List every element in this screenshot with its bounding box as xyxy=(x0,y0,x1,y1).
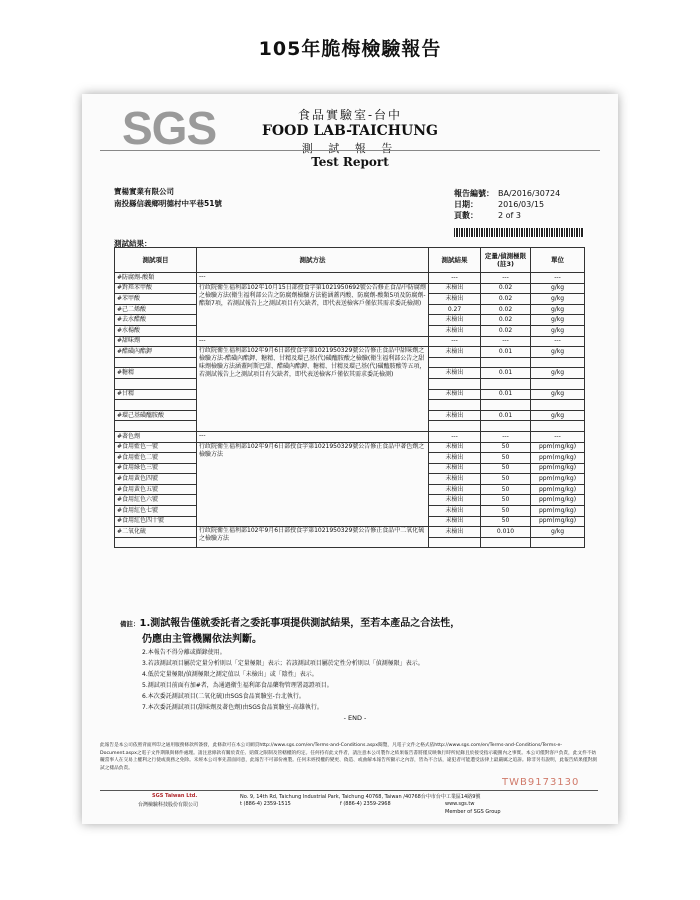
test-item xyxy=(115,421,197,432)
test-item: #水楊酸 xyxy=(115,325,197,336)
detection-limit: 50 xyxy=(481,516,531,527)
test-item: #食用藍色二號 xyxy=(115,453,197,464)
detection-limit xyxy=(481,378,531,389)
table-row xyxy=(115,431,585,442)
test-result: 未檢出 xyxy=(429,495,481,506)
note-3: 3.若該測試項目屬於定量分析則以「定量極限」表示；若該測試項目屬於定性分析則以「偵測極限」表示。 xyxy=(142,660,424,667)
test-result: 未檢出 xyxy=(429,315,481,326)
test-item: #己二烯酸 xyxy=(115,304,197,315)
unit xyxy=(531,378,585,389)
note-2: 2.本報告不得分離或擷錄使用。 xyxy=(142,649,226,656)
test-result: 未檢出 xyxy=(429,410,481,421)
detection-limit: 0.01 xyxy=(481,410,531,421)
test-result: --- xyxy=(429,273,481,284)
table-row xyxy=(115,336,585,347)
detection-limit: 50 xyxy=(481,453,531,464)
test-result: 未檢出 xyxy=(429,325,481,336)
col-header-unit: 單位 xyxy=(531,248,585,273)
notes xyxy=(120,616,590,724)
test-item: #二氧化硫 xyxy=(115,527,197,538)
unit xyxy=(531,357,585,368)
col-header-item: 測試項目 xyxy=(115,248,197,273)
unit: ppm(mg/kg) xyxy=(531,495,585,506)
detection-limit: 0.02 xyxy=(481,294,531,305)
test-item: #食用黃色五號 xyxy=(115,484,197,495)
results-label: 測試結果： xyxy=(114,239,152,248)
note-1: 備註：1.測試報告僅就委託者之委託事項提供測試結果，至若本產品之合法性， xyxy=(120,618,461,629)
report-number: 報告編號： BA/2016/30724 xyxy=(454,189,561,198)
test-item: #苯甲酸 xyxy=(115,294,197,305)
test-item: #食用紅色七號 xyxy=(115,506,197,517)
test-report-document xyxy=(82,94,618,824)
detection-limit: 50 xyxy=(481,484,531,495)
unit: g/kg xyxy=(531,325,585,336)
unit: g/kg xyxy=(531,410,585,421)
test-result: 未檢出 xyxy=(429,389,481,400)
client-address: 南投縣信義鄉明德村中平巷51號 xyxy=(114,199,222,208)
detection-limit: --- xyxy=(481,336,531,347)
test-result: 未檢出 xyxy=(429,516,481,527)
table-row xyxy=(115,347,585,358)
test-item xyxy=(115,357,197,368)
detection-limit: 0.01 xyxy=(481,347,531,358)
footer-fax: f (886-4) 2359-2968 xyxy=(340,801,391,807)
test-method: 行政院衛生福利部102年9月6日部授食字第1021950329號公告修正食品中二氧化硫之檢驗方法 xyxy=(197,527,429,548)
terms-fine-print: 此報告是本公司依照背面所印之通用服務條款所簽發，此條款可在本公司網頁http://www.sgs.com/en/Terms-and-Conditions.aspx閱覽，凡電子文件之格式依http://www.sgs.com/en/Terms-and-Conditions/Terms-e-Document.aspx之電子文件期限與條件處理。請注意條款有關於責任、賠償之限制及管轄權的約定。任何持有此文件者，請注意本公司製作之結果報告書將僅反映執行時所紀錄且於接受指示範圍內之事實。本公司僅對客戶負責，此文件不妨礙當事人在交易上權利之行使或義務之免除。未經本公司事先書面同意，此報告不可部份複製。任何未經授權的變更、偽造、或曲解本報告所顯示之內容，皆為不合法，違犯者可能遭受法律上最嚴厲之追訴。除非另有說明，此報告結果僅對測試之樣品負責。 xyxy=(100,743,597,771)
detection-limit xyxy=(481,421,531,432)
test-result: 未檢出 xyxy=(429,463,481,474)
sgs-logo: SGS xyxy=(122,106,224,151)
report-date: 日期： 2016/03/15 xyxy=(454,200,545,209)
detection-limit: 0.01 xyxy=(481,389,531,400)
test-item: #甘精 xyxy=(115,389,197,400)
detection-limit: --- xyxy=(481,431,531,442)
detection-limit xyxy=(481,357,531,368)
test-item: #著色劑 xyxy=(115,431,197,442)
test-result: 未檢出 xyxy=(429,283,481,294)
detection-limit: 50 xyxy=(481,442,531,453)
test-item: #環己基磺醯胺酸 xyxy=(115,410,197,421)
detection-limit: 50 xyxy=(481,495,531,506)
col-header-limit: 定量/偵測極限(註3) xyxy=(481,248,531,273)
unit: ppm(mg/kg) xyxy=(531,442,585,453)
unit: g/kg xyxy=(531,389,585,400)
test-result: 未檢出 xyxy=(429,474,481,485)
unit: ppm(mg/kg) xyxy=(531,474,585,485)
footer-web: www.sgs.tw xyxy=(445,801,475,807)
lab-name-en: FOOD LAB-TAICHUNG xyxy=(261,123,439,139)
unit: --- xyxy=(531,431,585,442)
detection-limit: 0.01 xyxy=(481,368,531,379)
test-item: #甜味劑 xyxy=(115,336,197,347)
unit: g/kg xyxy=(531,347,585,358)
test-result: 未檢出 xyxy=(429,506,481,517)
test-method: 行政院衛生福利部102年10月15日部授食字第1021950692號公告修正食品中防腐劑之檢驗方法(衛生福利部公告之防腐劑檢驗方法能涵蓋丙酸、防腐劑-酸類5項及防腐劑-酯類7項，若測試報告上之測試項目有欠缺者，即代表送檢客戶僅依其需求委託檢測) xyxy=(197,283,429,336)
unit: ppm(mg/kg) xyxy=(531,463,585,474)
detection-limit xyxy=(481,537,531,548)
test-result xyxy=(429,421,481,432)
lab-name-zh: 食品實驗室-台中 xyxy=(297,108,403,122)
test-result: 未檢出 xyxy=(429,484,481,495)
detection-limit: 0.02 xyxy=(481,325,531,336)
test-method: --- xyxy=(197,273,429,284)
test-item: #食用藍色一號 xyxy=(115,442,197,453)
test-item: #醋磺內酯鉀 xyxy=(115,347,197,358)
unit: g/kg xyxy=(531,283,585,294)
detection-limit: 50 xyxy=(481,506,531,517)
test-result xyxy=(429,378,481,389)
test-item xyxy=(115,537,197,548)
footer-company: SGS Taiwan Ltd. xyxy=(152,793,198,799)
footer xyxy=(100,790,598,815)
test-item: #食用黃色四號 xyxy=(115,474,197,485)
unit xyxy=(531,421,585,432)
test-method: --- xyxy=(197,431,429,442)
footer-member: Member of SGS Group xyxy=(445,809,501,815)
unit xyxy=(531,400,585,411)
test-method: 行政院衛生福利部102年9月6日部授食字第1021950329號公告修正食品中著色劑之檢驗方法 xyxy=(197,442,429,527)
client-name: 寶楊實業有限公司 xyxy=(114,187,174,196)
note-7: 7.本次委託測試項目(甜味劑及著色劑)由SGS食品實驗室-高雄執行。 xyxy=(142,704,323,711)
test-item xyxy=(115,400,197,411)
unit: --- xyxy=(531,336,585,347)
test-result: 未檢出 xyxy=(429,294,481,305)
test-result: 未檢出 xyxy=(429,453,481,464)
table-row xyxy=(115,527,585,538)
document-serial: TWB9173130 xyxy=(502,777,580,788)
unit: g/kg xyxy=(531,304,585,315)
note-6: 6.本次委託測試項目(二氧化硫)由SGS食品實驗室-台北執行。 xyxy=(142,693,305,700)
footer-phone: t (886-4) 2359-1515 xyxy=(240,801,291,807)
report-title-en: Test Report xyxy=(311,155,389,169)
test-method: 行政院衛生福利部102年9月6日部授食字第1021950329號公告修正食品中甜味劑之檢驗方法-醋磺內酯鉀、糖精、甘精及環己基(代)磺醯胺酸之檢驗(衛生福利部公告之甜味劑檢驗方法涵蓋阿斯巴甜、醋磺內酯鉀、糖精、甘精及環己基(代)磺醯胺酸等五項，若測試報告上之測試項目有欠缺者，即代表送檢客戶僅依其需求委託檢測) xyxy=(197,347,429,432)
test-item: #對羥苯甲酸 xyxy=(115,283,197,294)
detection-limit: 0.02 xyxy=(481,283,531,294)
footer-address: No. 9, 14th Rd, Taichung Industrial Park, Taichung 40768, Taiwan /40768台中市台中工業區14路9號 xyxy=(240,794,481,800)
detection-limit: 50 xyxy=(481,474,531,485)
unit: ppm(mg/kg) xyxy=(531,516,585,527)
test-result: 0.27 xyxy=(429,304,481,315)
header-divider xyxy=(100,150,600,151)
test-result: 未檢出 xyxy=(429,527,481,538)
test-item xyxy=(115,378,197,389)
test-result xyxy=(429,400,481,411)
note-1-continued: 仍應由主管機關依法判斷。 xyxy=(142,634,262,645)
col-header-method: 測試方法 xyxy=(197,248,429,273)
detection-limit: 0.010 xyxy=(481,527,531,538)
test-item: #食用綠色三號 xyxy=(115,463,197,474)
table-row xyxy=(115,442,585,453)
footer-company-zh: 台灣檢驗科技股份有限公司 xyxy=(138,802,199,808)
results-table xyxy=(114,247,585,548)
note-4: 4.低於定量極限/偵測極限之測定值以「未檢出」或「陰性」表示。 xyxy=(142,671,318,678)
results-table-body xyxy=(115,273,585,548)
unit: ppm(mg/kg) xyxy=(531,506,585,517)
end-marker: - END - xyxy=(343,714,367,722)
test-method: --- xyxy=(197,336,429,347)
note-5: 5.測試項目前面有加#者，為通過衛生福利部食品藥物管理署認證項目。 xyxy=(142,682,333,689)
unit: ppm(mg/kg) xyxy=(531,453,585,464)
detection-limit: 0.02 xyxy=(481,315,531,326)
test-result xyxy=(429,357,481,368)
unit: g/kg xyxy=(531,368,585,379)
test-item: #食用紅色四十號 xyxy=(115,516,197,527)
table-row xyxy=(115,273,585,284)
detection-limit: 0.02 xyxy=(481,304,531,315)
test-result: --- xyxy=(429,336,481,347)
test-result xyxy=(429,537,481,548)
page-heading: 105年脆梅檢驗報告 xyxy=(258,38,442,60)
detection-limit xyxy=(481,400,531,411)
unit: --- xyxy=(531,273,585,284)
unit: g/kg xyxy=(531,294,585,305)
detection-limit: --- xyxy=(481,273,531,284)
table-row xyxy=(115,283,585,294)
unit: ppm(mg/kg) xyxy=(531,484,585,495)
test-result: 未檢出 xyxy=(429,347,481,358)
unit: g/kg xyxy=(531,527,585,538)
page-count: 頁數： 2 of 3 xyxy=(454,211,521,220)
test-item: #防腐劑-酸類 xyxy=(115,273,197,284)
col-header-result: 測試結果 xyxy=(429,248,481,273)
test-result: 未檢出 xyxy=(429,442,481,453)
unit xyxy=(531,537,585,548)
detection-limit: 50 xyxy=(481,463,531,474)
barcode xyxy=(454,228,584,237)
test-item: #糖精 xyxy=(115,368,197,379)
test-item: #食用紅色六號 xyxy=(115,495,197,506)
test-item: #去水醋酸 xyxy=(115,315,197,326)
report-title-zh: 測 試 報 告 xyxy=(301,142,399,155)
test-result: 未檢出 xyxy=(429,368,481,379)
unit: g/kg xyxy=(531,315,585,326)
test-result: --- xyxy=(429,431,481,442)
